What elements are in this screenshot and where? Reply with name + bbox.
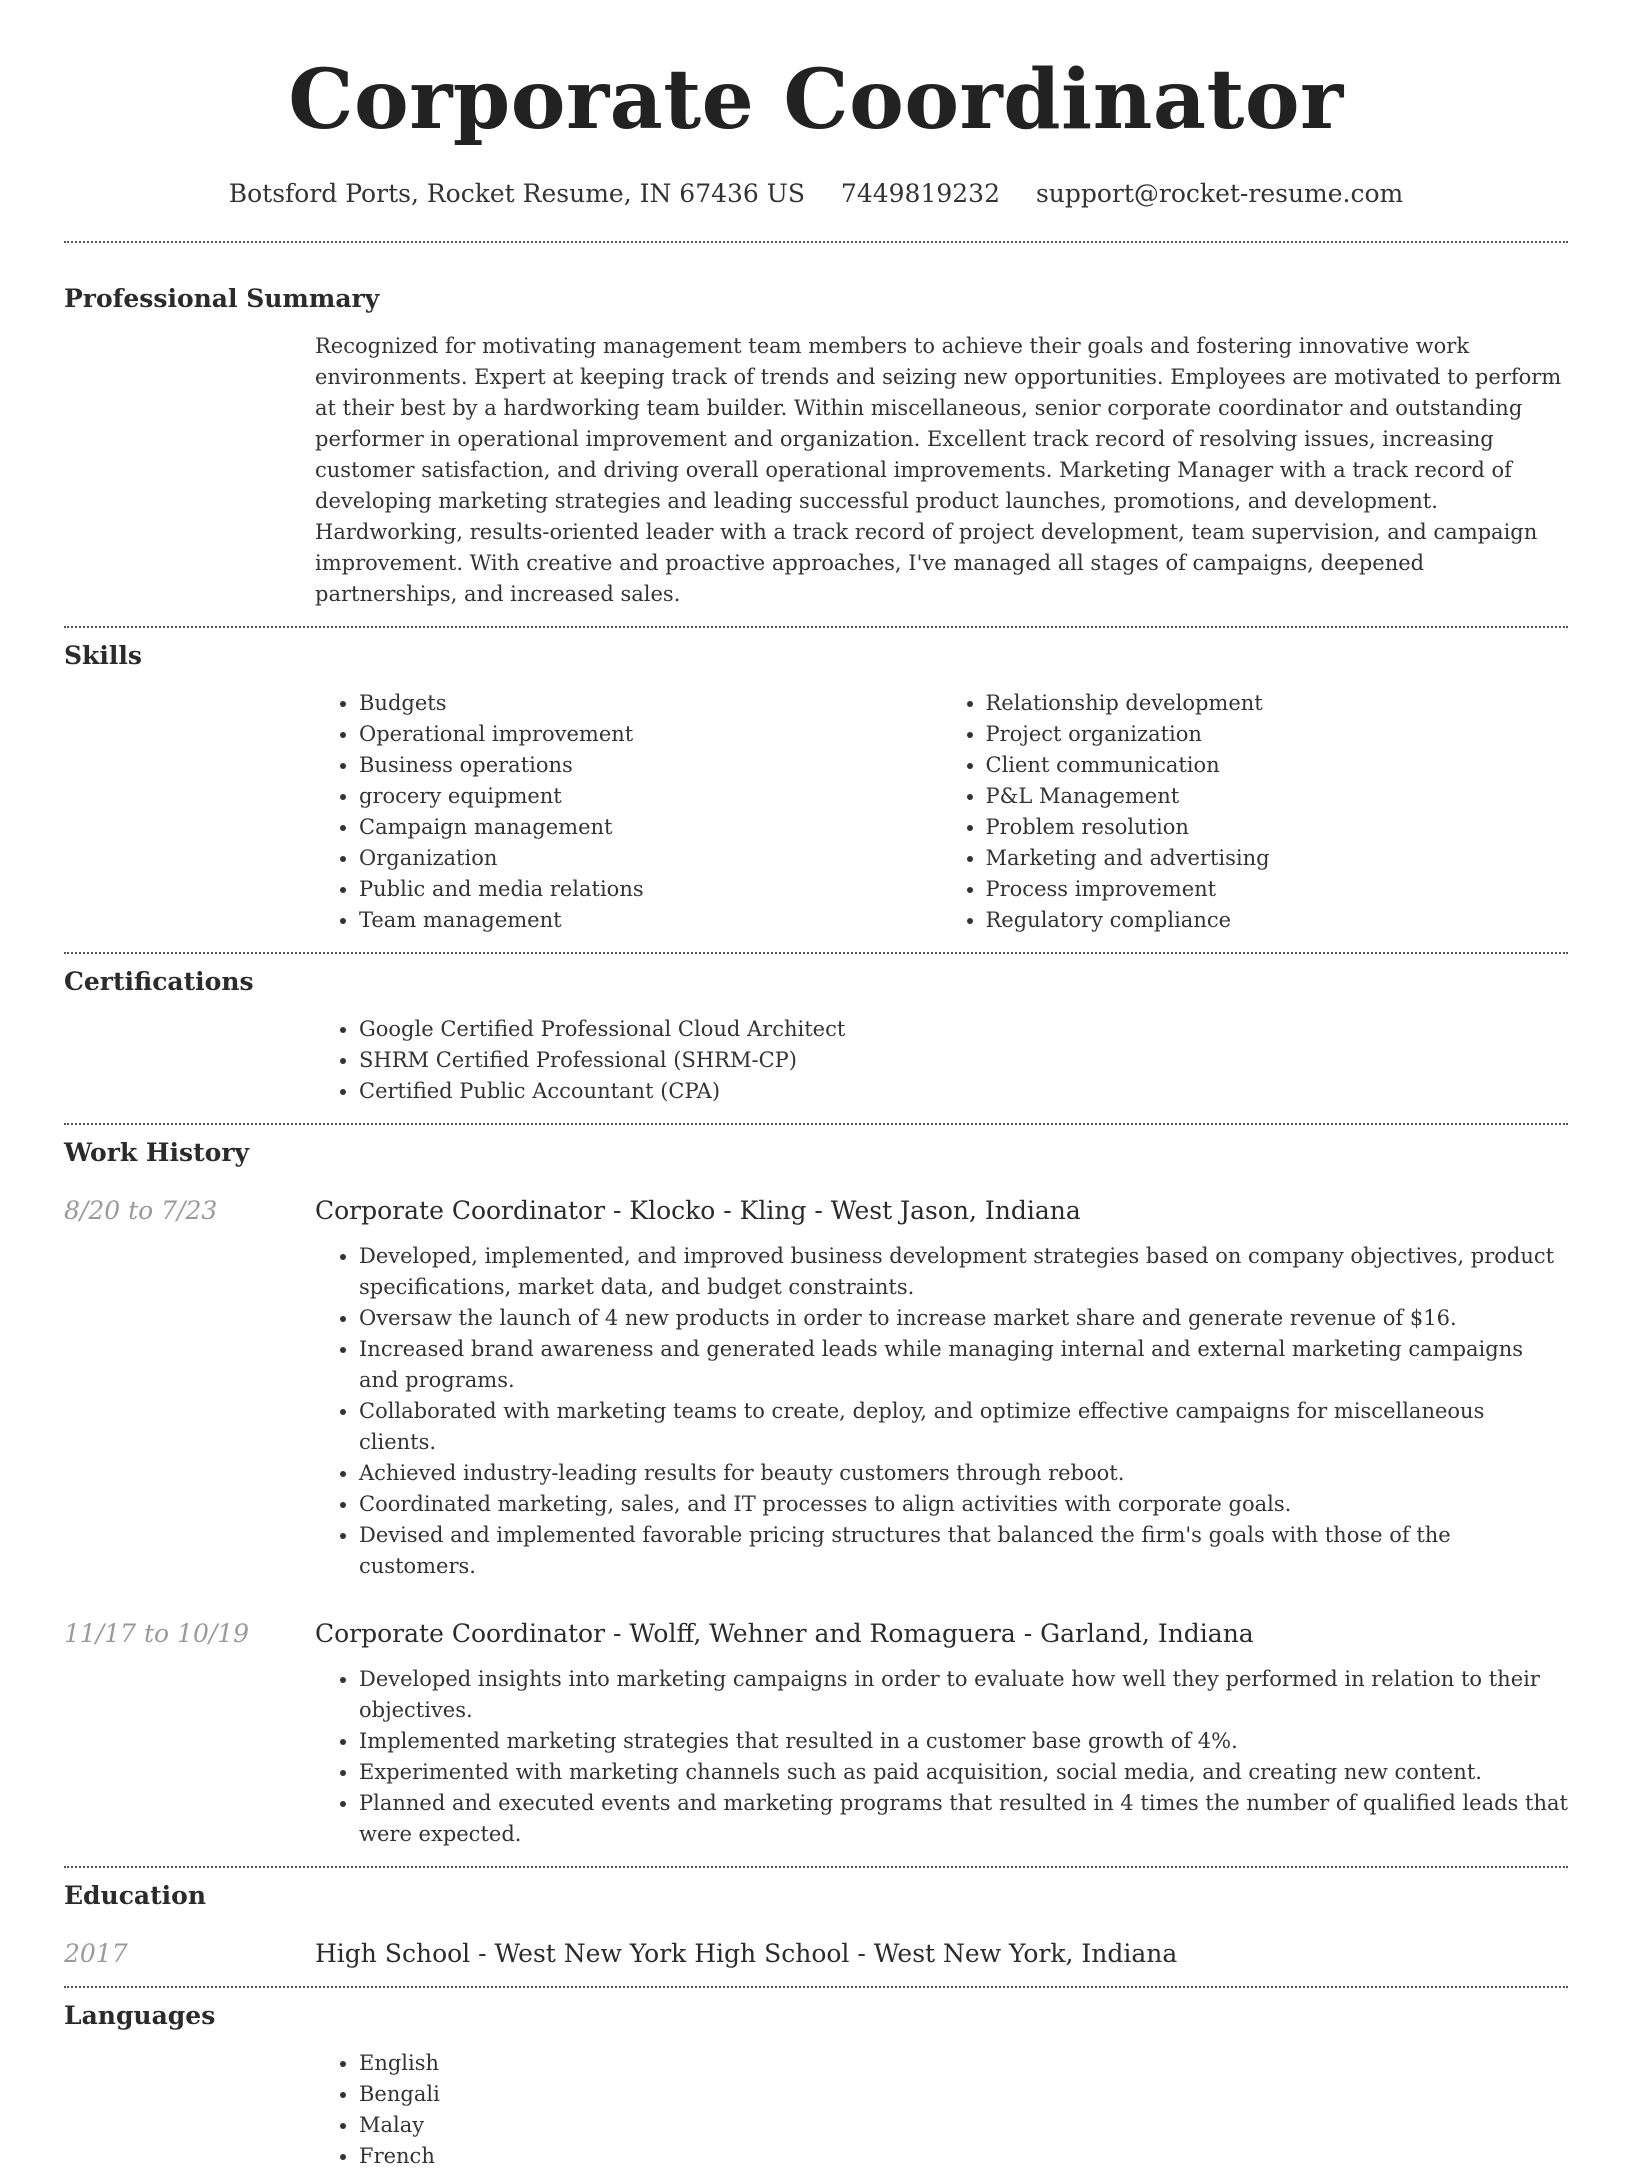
divider bbox=[64, 1986, 1568, 1988]
job-title: Corporate Coordinator - Wolff, Wehner and Romaguera - Garland, Indiana bbox=[315, 1619, 1254, 1648]
summary-title: Professional Summary bbox=[64, 284, 380, 313]
job-entry bbox=[64, 1618, 1568, 1650]
languages-section bbox=[64, 2000, 1568, 2172]
job-bullet: • Oversaw the launch of 4 new products in order to increase market share and generate revenue of $16. bbox=[359, 1303, 1568, 1334]
skills-list-left bbox=[315, 688, 942, 936]
skills-columns bbox=[315, 688, 1568, 936]
certification-item: • Certified Public Accountant (CPA) bbox=[359, 1076, 1568, 1107]
languages-title: Languages bbox=[64, 2001, 216, 2030]
certification-item: • SHRM Certified Professional (SHRM-CP) bbox=[359, 1045, 1568, 1076]
job-details bbox=[315, 1664, 1568, 1850]
job-bullets bbox=[315, 1664, 1568, 1850]
divider bbox=[64, 626, 1568, 628]
job-bullet: • Implemented marketing strategies that resulted in a customer base growth of 4%. bbox=[359, 1726, 1568, 1757]
skill-item: • P&L Management bbox=[986, 781, 1569, 812]
skill-item: • Client communication bbox=[986, 750, 1569, 781]
certifications-content bbox=[315, 1014, 1568, 1107]
education-details: High School - West New York High School - West New York, Indiana bbox=[315, 1939, 1178, 1968]
contact-email: support@rocket-resume.com bbox=[1035, 179, 1404, 208]
education-date: 2017 bbox=[64, 1939, 128, 1968]
languages-content bbox=[315, 2048, 1568, 2172]
skills-list-right bbox=[942, 688, 1569, 936]
skill-item: • Business operations bbox=[359, 750, 942, 781]
skill-item: • grocery equipment bbox=[359, 781, 942, 812]
skill-item: • Campaign management bbox=[359, 812, 942, 843]
skill-item: • Problem resolution bbox=[986, 812, 1569, 843]
work-section bbox=[64, 1137, 1568, 1850]
job-dates: 11/17 to 10/19 bbox=[64, 1619, 250, 1648]
contact-phone: 7449819232 bbox=[840, 179, 1000, 208]
divider bbox=[64, 1123, 1568, 1125]
language-item: • French bbox=[359, 2141, 1568, 2172]
job-bullet: • Developed, implemented, and improved business development strategies based on company objectives, product specifications, market data, and budget constraints. bbox=[359, 1241, 1568, 1303]
summary-content bbox=[315, 331, 1568, 610]
education-section bbox=[64, 1880, 1568, 1970]
languages-list bbox=[315, 2048, 1568, 2172]
skill-item: • Relationship development bbox=[986, 688, 1569, 719]
job-bullet: • Developed insights into marketing campaigns in order to evaluate how well they performed in relation to their objectives. bbox=[359, 1664, 1568, 1726]
job-bullet: • Coordinated marketing, sales, and IT processes to align activities with corporate goals. bbox=[359, 1489, 1568, 1520]
job-details bbox=[315, 1241, 1568, 1582]
skill-item: • Process improvement bbox=[986, 874, 1569, 905]
skill-item: • Project organization bbox=[986, 719, 1569, 750]
skill-item: • Budgets bbox=[359, 688, 942, 719]
education-entry bbox=[64, 1938, 1568, 1970]
certifications-section bbox=[64, 966, 1568, 1107]
skill-item: • Marketing and advertising bbox=[986, 843, 1569, 874]
language-item: • English bbox=[359, 2048, 1568, 2079]
contact-address: Botsford Ports, Rocket Resume, IN 67436 US bbox=[228, 179, 805, 208]
skills-section bbox=[64, 640, 1568, 936]
divider bbox=[64, 241, 1568, 243]
skill-item: • Organization bbox=[359, 843, 942, 874]
summary-text: Recognized for motivating management team members to achieve their goals and fostering innovative work environments. Expert at keeping track of trends and seizing new opportunities. Employees are motivated to perform at their best by a hardworking team builder. Within miscellaneous, senior corporate coordinator and outstanding performer in operational improvement and organization. Excellent track record of resolving issues, increasing customer satisfaction, and driving overall operational improvements. Marketing Manager with a track record of developing marketing strategies and leading successful product launches, promotions, and development. Hardworking, results-oriented leader with a track record of project development, team supervision, and campaign improvement. With creative and proactive approaches, I've managed all stages of campaigns, deepened partnerships, and increased sales. bbox=[315, 334, 1562, 606]
job-bullet: • Devised and implemented favorable pricing structures that balanced the firm's goals with those of the customers. bbox=[359, 1520, 1568, 1582]
certifications-list bbox=[315, 1014, 1568, 1107]
job-bullets bbox=[315, 1241, 1568, 1582]
divider bbox=[64, 1866, 1568, 1868]
job-bullet: • Experimented with marketing channels such as paid acquisition, social media, and creating new content. bbox=[359, 1757, 1568, 1788]
job-bullet: • Achieved industry-leading results for beauty customers through reboot. bbox=[359, 1458, 1568, 1489]
language-item: • Malay bbox=[359, 2110, 1568, 2141]
education-title: Education bbox=[64, 1881, 207, 1910]
certifications-title: Certifications bbox=[64, 967, 254, 996]
job-bullet: • Collaborated with marketing teams to create, deploy, and optimize effective campaigns for miscellaneous clients. bbox=[359, 1396, 1568, 1458]
candidate-name: Corporate Coordinator bbox=[288, 52, 1344, 148]
resume-header bbox=[0, 0, 1632, 210]
skill-item: • Team management bbox=[359, 905, 942, 936]
language-item: • Bengali bbox=[359, 2079, 1568, 2110]
job-entry bbox=[64, 1195, 1568, 1227]
work-title: Work History bbox=[64, 1138, 250, 1167]
skill-item: • Operational improvement bbox=[359, 719, 942, 750]
job-title: Corporate Coordinator - Klocko - Kling - West Jason, Indiana bbox=[315, 1196, 1081, 1225]
skills-title: Skills bbox=[64, 641, 142, 670]
job-bullet: • Planned and executed events and marketing programs that resulted in 4 times the number of qualified leads that were expected. bbox=[359, 1788, 1568, 1850]
divider bbox=[64, 952, 1568, 954]
skill-item: • Regulatory compliance bbox=[986, 905, 1569, 936]
contact-line bbox=[0, 178, 1632, 210]
certification-item: • Google Certified Professional Cloud Architect bbox=[359, 1014, 1568, 1045]
skill-item: • Public and media relations bbox=[359, 874, 942, 905]
job-dates: 8/20 to 7/23 bbox=[64, 1196, 218, 1225]
job-bullet: • Increased brand awareness and generated leads while managing internal and external marketing campaigns and programs. bbox=[359, 1334, 1568, 1396]
summary-section bbox=[64, 283, 1568, 610]
